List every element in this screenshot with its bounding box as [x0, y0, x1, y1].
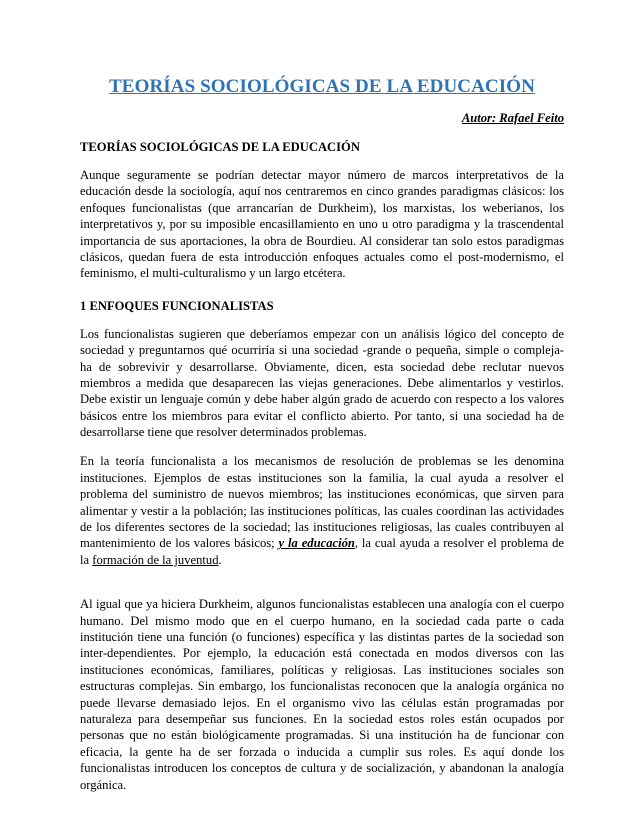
document-page — [80, 76, 564, 806]
author-line: Autor: Rafael Feito — [461, 111, 564, 125]
paragraph-2-middle: , la cual ayuda a resolver el problema de la — [80, 536, 565, 567]
heading-funcionalistas: 1 ENFOQUES FUNCIONALISTAS — [80, 298, 274, 313]
document-title: TEORÍAS SOCIOLÓGICAS DE LA EDUCACIÓN — [109, 76, 535, 97]
section-heading: TEORÍAS SOCIOLÓGICAS DE LA EDUCACIÓN — [80, 140, 360, 154]
paragraph-2-end: . — [218, 552, 222, 567]
paragraph-2-start: En la teoría funcionalista a los mecanismos de resolución de problemas se les denomina instituciones. Ejemplos de estas instituciones son la familia, la cual ayuda a resolver el problema del suministro de nuevos miembros; las instituciones económicas, que sirven para alimentar y vestir a la población; las instituciones políticas, las cuales coordinan las actividades de los diferentes sectores de la sociedad; las instituciones religiosas, las cuales contribuyen al mantenimiento de los valores básicos; — [80, 454, 564, 551]
paragraph-2-emphasis: y la educación — [278, 536, 355, 551]
paragraph-1: Los funcionalistas sugieren que deberíamos empezar con un análisis lógico del concepto de sociedad y preguntarnos qué ocurriría si una sociedad -grande o pequeña, simple o compleja- ha de sobrevivir y desarrollarse. Obviamente, dicen, esta sociedad debe reclutar nuevos miembros a medida que desaparecen las viejas generaciones. Debe alimentarlos y vestirlos. Debe existir un lenguaje común y debe haber algún grado de acuerdo con respecto a los valores básicos entre los miembros para evitar el conflicto abierto. Por tanto, si una sociedad ha de desarrollarse tiene que resolver determinados problemas. — [80, 326, 564, 440]
intro-paragraph: Aunque seguramente se podrían detectar mayor número de marcos interpretativos de la educación desde la sociología, aquí nos centraremos en cinco grandes paradigmas clásicos: los enfoques funcionalistas (que arrancarían de Durkheim), los marxistas, los weberianos, los interpretativos y, por su imposible encasillamiento en uno u otro paradigma y la trascendental importancia de sus aportaciones, la obra de Bourdieu. Al considerar tan solo estos paradigmas clásicos, quedan fuera de esta introducción enfoques actuales como el post-modernismo, el feminismo, el multi-culturalismo y un largo etcétera. — [80, 168, 564, 281]
paragraph-3: Al igual que ya hiciera Durkheim, algunos funcionalistas establecen una analogía con el cuerpo humano. Del mismo modo que en el cuerpo humano, en la sociedad cada parte o cada institución tiene una función (o funciones) específica y las distintas partes de la sociedad son inter-dependientes. Por ejemplo, la educación está conectada en modos diversos con las instituciones económicas, familiares, políticas y religiosas. Las instituciones sociales son estructuras complejas. Sin embargo, los funcionalistas reconocen que la analogía orgánica no puede llevarse demasiado lejos. En el organismo vivo las células están programadas por naturaleza para desempeñar sus funciones. En la sociedad estos roles están ocupados por personas que no están biológicamente programadas. Si una institución ha de funcionar con eficacia, la gente ha de ser forzada o inducida a cumplir sus roles. Es aquí donde los funcionalistas introducen los conceptos de cultura y de socialización, y abandonan la analogía orgánica. — [80, 597, 564, 792]
paragraph-2 — [80, 453, 564, 568]
paragraph-2-underlined: formación de la juventud — [92, 552, 219, 567]
